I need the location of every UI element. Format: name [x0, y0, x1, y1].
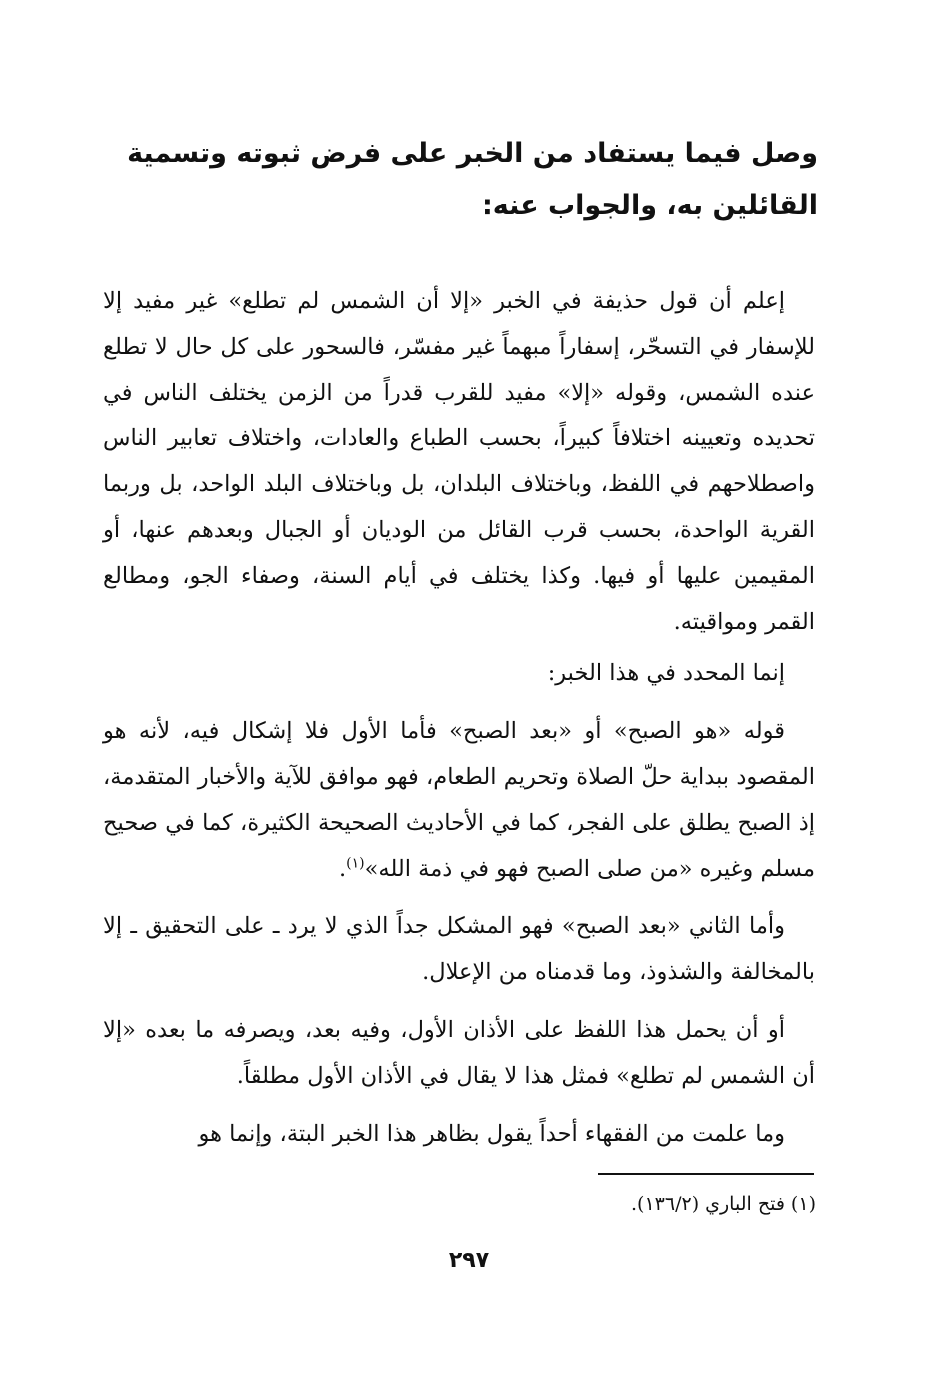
- section-heading: وصل فيما يستفاد من الخبر على فرض ثبوته وتسمية القائلين به، والجواب عنه:: [127, 138, 818, 221]
- footnote-1: (١) فتح الباري (١٣٦/٢).: [631, 1193, 816, 1215]
- footnote-reference[interactable]: (١): [346, 855, 365, 872]
- paragraph-3: [103, 709, 815, 892]
- paragraph-2: إنما المحدد في هذا الخبر:: [547, 660, 785, 687]
- body-text: [103, 279, 815, 1169]
- paragraph-4: وأما الثاني «بعد الصبح» فهو المشكل جداً الذي لا يرد ـ على التحقيق ـ إلا بالمخالفة والشذوذ، وما قدمناه من الإعلال.: [103, 913, 815, 986]
- paragraph-5: أو أن يحمل هذا اللفظ على الأذان الأول، وفيه بعد، ويصرفه ما بعده «إلا أن الشمس لم تطلع» فمثل هذا لا يقال في الأذان الأول مطلقاً.: [103, 1016, 815, 1089]
- paragraph-1: إعلم أن قول حذيفة في الخبر «إلا أن الشمس لم تطلع» غير مفيد إلا للإسفار في التسحّر، إسفاراً مبهماً غير مفسّر، فالسحور على كل حال لا تطلع عنده الشمس، وقوله «إلا» مفيد للقرب قدراً من الزمن يختلف الناس في تحديده وتعيينه اختلافاً كبيراً، بحسب الطباع والعادات، واختلاف تعابير الناس واصطلاحهم في اللفظ، وباختلاف البلدان، بل وباختلاف البلد الواحد، بل وربما القرية الواحدة، بحسب قرب القائل من الوديان أو الجبال وبعدهم عنها، أو المقيمين عليها أو فيها. وكذا يختلف في أيام السنة، وصفاء الجو، ومطالع القمر ومواقيته.: [103, 288, 815, 635]
- page-number: ٢٩٧: [448, 1248, 490, 1273]
- paragraph-6: وما علمت من الفقهاء أحداً يقول بظاهر هذا الخبر البتة، وإنما هو: [198, 1120, 785, 1147]
- paragraph-3-text: قوله «هو الصبح» أو «بعد الصبح» فأما الأول فلا إشكال فيه، لأنه هو المقصود ببداية حلّ الصلاة وتحريم الطعام، فهو موافق للآية والأخبار المتقدمة، إذ الصبح يطلق على الفجر، كما في الأحاديث الصحيحة الكثيرة، كما في صحيح مسلم وغيره «من صلى الصبح فهو في ذمة الله»: [103, 718, 815, 882]
- footnote-divider: [598, 1173, 814, 1175]
- paragraph-3-end: .: [339, 855, 347, 882]
